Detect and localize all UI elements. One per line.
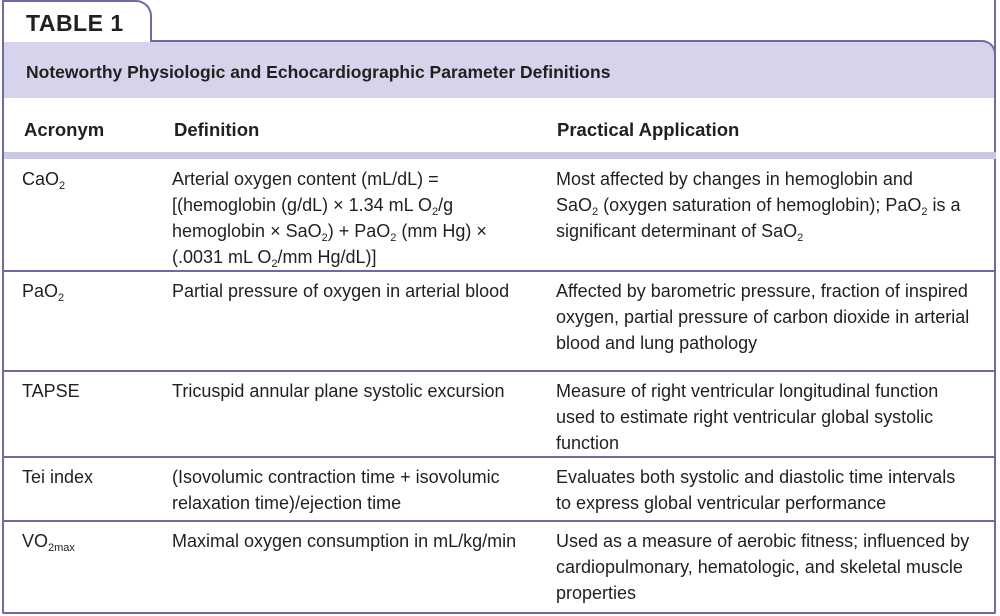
cell-line: Most affected by changes in hemoglobin and: [556, 169, 913, 189]
table-label: TABLE 1: [26, 10, 124, 36]
subscript: 2: [797, 232, 804, 244]
cell-line: Maximal oxygen consumption in mL/kg/min: [172, 531, 517, 551]
row-divider: [4, 456, 996, 458]
cell-application: [556, 278, 988, 356]
subscript: 2: [390, 232, 397, 244]
cell-definition: [172, 278, 542, 304]
cell-line: function: [556, 433, 620, 453]
cell-line: hemoglobin × SaO$_2$) + PaO$_2$ (mm Hg) ×: [172, 221, 487, 244]
cell-acronym: Tei index: [22, 467, 94, 487]
subscript: 2max: [48, 542, 75, 554]
cell-line: Arterial oxygen content (mL/dL) =: [172, 169, 439, 189]
cell-line: Tricuspid annular plane systolic excursion: [172, 381, 505, 401]
subscript: 2: [271, 258, 278, 270]
cell-line: SaO$_2$ (oxygen saturation of hemoglobin); PaO$_2$ is a: [556, 195, 961, 218]
row-divider: [4, 520, 996, 522]
cell-line: oxygen, partial pressure of carbon dioxide in arterial: [556, 307, 970, 327]
cell-line: Measure of right ventricular longitudinal function: [556, 381, 939, 401]
cell-definition: [172, 464, 542, 516]
cell-application: [556, 166, 988, 244]
cell-acronym: TAPSE: [22, 381, 80, 401]
cell-line: properties: [556, 583, 637, 603]
cell-application: [556, 528, 988, 606]
cell-line: (.0031 mL $O_2/mm$ Hg/dL)]: [172, 247, 377, 270]
table-caption: Noteworthy Physiologic and Echocardiographic Parameter Definitions: [26, 62, 611, 82]
cell-line: cardiopulmonary, hematologic, and skeletal muscle: [556, 557, 963, 577]
cell-application: [556, 464, 988, 516]
cell-line: Used as a measure of aerobic fitness; influenced by: [556, 531, 970, 551]
cell-definition: [172, 378, 542, 404]
header-acronym: Acronym: [24, 119, 105, 140]
subscript: 2: [321, 232, 328, 244]
cell-line: Affected by barometric pressure, fraction of inspired: [556, 281, 968, 301]
cell-line: to express global ventricular performance: [556, 493, 887, 513]
subscript: 2: [592, 206, 599, 218]
cell-application: [556, 378, 988, 456]
header-application: Practical Application: [557, 119, 740, 140]
cell-line: relaxation time)/ejection time: [172, 493, 402, 513]
header-rule: [4, 152, 996, 159]
subscript: 2: [58, 292, 65, 304]
subscript: 2: [431, 206, 439, 218]
row-divider: [4, 370, 996, 372]
subscript: 2: [59, 180, 66, 192]
header-definition: Definition: [174, 119, 260, 140]
cell-line: Partial pressure of oxygen in arterial blood: [172, 281, 510, 301]
cell-line: [(hemoglobin (g/dL) × 1.34 mL $O_2/g$: [172, 195, 454, 218]
cell-acronym: CaO$_2$: [22, 169, 66, 192]
subscript: 2: [921, 206, 928, 218]
row-divider: [4, 270, 996, 272]
cell-definition: [172, 166, 542, 270]
cell-acronym: PaO$_2$: [22, 281, 65, 304]
cell-line: used to estimate right ventricular global systolic: [556, 407, 934, 427]
cell-line: blood and lung pathology: [556, 333, 758, 353]
caption-bar: [2, 40, 996, 98]
cell-line: Evaluates both systolic and diastolic time intervals: [556, 467, 956, 487]
cell-line: significant determinant of SaO$_2$: [556, 221, 804, 244]
table-label-tab: [2, 0, 152, 42]
cell-line: (Isovolumic contraction time + isovolumic: [172, 467, 500, 487]
cell-definition: [172, 528, 542, 554]
cell-acronym: $VO_{2max}$: [22, 531, 75, 554]
